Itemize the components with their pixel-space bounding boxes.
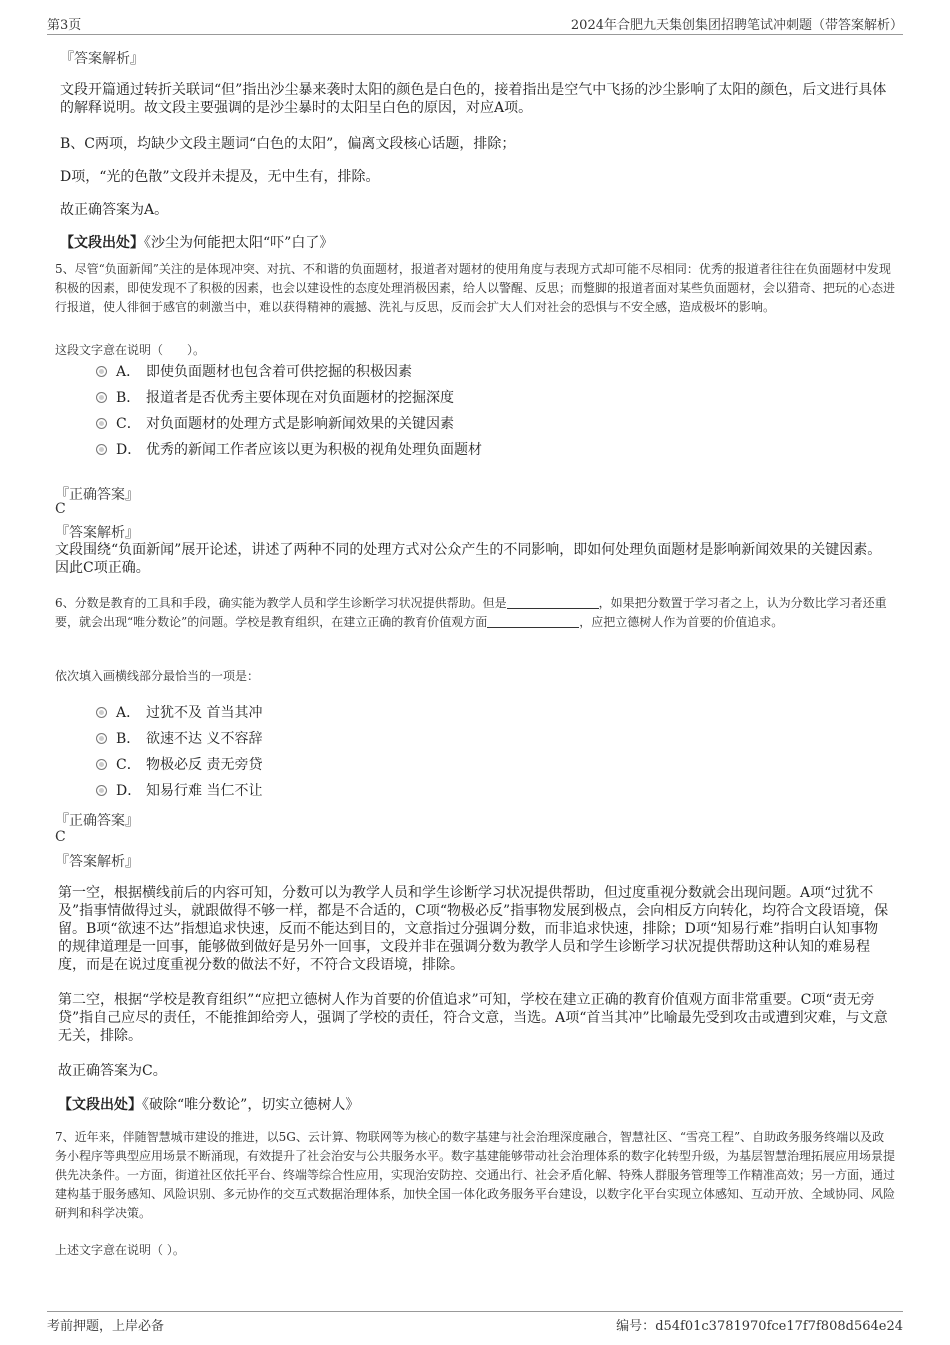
option-letter: C． bbox=[116, 757, 141, 773]
q5-option-c[interactable] bbox=[96, 414, 454, 434]
q6-analysis-p3: 故正确答案为C。 bbox=[58, 1063, 167, 1079]
q5-analysis: 文段围绕“负面新闻”展开论述，讲述了两种不同的处理方式对公众产生的不同影响，即如何处理负面题材是影响新闻效果的关键因素。因此C项正确。 bbox=[55, 542, 882, 576]
option-text: 对负面题材的处理方式是影响新闻效果的关键因素 bbox=[146, 416, 454, 432]
q4-source-label: 【文段出处】 bbox=[60, 235, 144, 251]
q4-analysis-label: 『答案解析』 bbox=[60, 51, 144, 67]
option-letter: D． bbox=[116, 442, 142, 458]
radio-icon[interactable] bbox=[96, 733, 107, 744]
radio-icon[interactable] bbox=[96, 392, 107, 403]
q6-option-d[interactable] bbox=[96, 781, 262, 801]
q5-prompt: 这段文字意在说明（ ）。 bbox=[55, 343, 206, 357]
option-letter: A． bbox=[116, 364, 141, 380]
q5-analysis-label: 『答案解析』 bbox=[55, 525, 139, 541]
radio-icon[interactable] bbox=[96, 785, 107, 796]
q5-option-d[interactable] bbox=[96, 440, 482, 460]
q4-source-text: 《沙尘为何能把太阳“吓”白了》 bbox=[144, 235, 334, 251]
q4-source bbox=[60, 234, 890, 252]
footer-code-value: d54f01c3781970fce17f7f808d564e24 bbox=[655, 1319, 903, 1334]
q4-analysis-p3: D项，“光的色散”文段并未提及，无中生有，排除。 bbox=[60, 169, 380, 185]
q6-stem-part1: 6、分数是教育的工具和手段，确实能为教学人员和学生诊断学习状况提供帮助。但是 bbox=[55, 596, 507, 610]
q7-stem: 7、近年来，伴随智慧城市建设的推进，以5G、云计算、物联网等为核心的数字基建与社会治理深度融合，智慧社区、“雪亮工程”、自助政务服务终端以及政务小程序等典型应用场景不断涌现，有效提升了社会治安与公共服务水平。数字基建能够带动社会治理体系的数字化转型升级，为基层智慧治理拓展应用场景提供先决条件。一方面，街道社区依托平台、终端等综合性应用，实现治安防控、交通出行、社会矛盾化解、特殊人群服务管理等工作精准高效；另一方面，通过建构基于服务感知、风险识别、多元协作的交互式数据治理体系，加快全国一体化政务服务平台建设，以数字化平台实现立体感知、互动开放、全域协同、风险研判和科学决策。 bbox=[55, 1130, 896, 1220]
page-footer bbox=[47, 1311, 903, 1335]
footer-code-label: 编号： bbox=[616, 1319, 656, 1334]
q6-stem-part2: ，如果把分数置于学习者之上，认为分数比学习者还重要，就会出现“唯分数论”的问题。学校是教育组织，在建立正确的教育价值观方面 bbox=[55, 596, 887, 629]
radio-icon[interactable] bbox=[96, 366, 107, 377]
option-text: 报道者是否优秀主要体现在对负面题材的挖掘深度 bbox=[146, 390, 454, 406]
option-letter: C． bbox=[116, 416, 141, 432]
page-number: 第3页 bbox=[47, 18, 82, 33]
option-text: 即使负面题材也包含着可供挖掘的积极因素 bbox=[146, 364, 412, 380]
q6-analysis-label: 『答案解析』 bbox=[55, 854, 139, 870]
q5-option-a[interactable] bbox=[96, 362, 412, 382]
q6-analysis-p1: 第一空，根据横线前后的内容可知，分数可以为教学人员和学生诊断学习状况提供帮助，但过度重视分数就会出现问题。A项“过犹不及”指事情做得过头，就跟做得不够一样，都是不合适的，C项“物极必反”指事物发展到极点，会向相反方向转化，均符合文段语境，保留。B项“欲速不达”指想追求快速，反而不能达到目的，文意指过分强调分数，而非追求快速，排除；D项“知易行难”指明白认知事物的规律道理是一回事，能够做到做好是另外一回事，文段并非在强调分数为教学人员和学生诊断学习状况提供帮助这种认知的难易程度，而是在说过度重视分数的做法不好，不符合文段语境，排除。 bbox=[58, 885, 889, 973]
q5-stem: 5、尽管“负面新闻”关注的是体现冲突、对抗、不和谐的负面题材，报道者对题材的使用角度与表现方式却可能不尽相同：优秀的报道者往往在负面题材中发现积极的因素，即使发现不了积极的因素，也会以建设性的态度处理消极因素，给人以警醒、反思；而蹩脚的报道者面对某些负面题材，会以猎奇、把玩的心态进行报道，使人徘徊于感官的刺激当中，难以获得精神的震撼、洗礼与反思，反而会扩大人们对社会的恐惧与不安全感，造成极坏的影响。 bbox=[55, 262, 896, 314]
radio-icon[interactable] bbox=[96, 418, 107, 429]
q6-prompt: 依次填入画横线部分最恰当的一项是： bbox=[55, 669, 260, 683]
fill-blank-1[interactable] bbox=[507, 596, 599, 609]
option-letter: B． bbox=[116, 731, 141, 747]
radio-icon[interactable] bbox=[96, 707, 107, 718]
q6-source-label: 【文段出处】 bbox=[58, 1097, 142, 1113]
q4-analysis-p2: B、C两项，均缺少文段主题词“白色的太阳”，偏离文段核心话题，排除； bbox=[60, 136, 516, 152]
option-letter: B． bbox=[116, 390, 141, 406]
option-text: 物极必反 责无旁贷 bbox=[146, 757, 263, 773]
option-text: 过犹不及 首当其冲 bbox=[146, 705, 263, 721]
option-text: 优秀的新闻工作者应该以更为积极的视角处理负面题材 bbox=[146, 442, 482, 458]
q5-answer: C bbox=[55, 501, 66, 517]
option-letter: A． bbox=[116, 705, 141, 721]
page-header bbox=[47, 14, 903, 35]
document-title: 2024年合肥九天集创集团招聘笔试冲刺题（带答案解析） bbox=[570, 18, 903, 33]
q6-source-text: 《破除“唯分数论”，切实立德树人》 bbox=[142, 1097, 360, 1113]
option-text: 知易行难 当仁不让 bbox=[146, 783, 263, 799]
q6-option-a[interactable] bbox=[96, 703, 262, 723]
footer-code bbox=[616, 1315, 903, 1334]
q6-answer: C bbox=[55, 829, 66, 845]
q5-answer-label: 『正确答案』 bbox=[55, 487, 139, 503]
footer-slogan: 考前押题，上岸必备 bbox=[47, 1319, 165, 1334]
radio-icon[interactable] bbox=[96, 759, 107, 770]
q6-source bbox=[58, 1096, 890, 1114]
option-letter: D． bbox=[116, 783, 142, 799]
q4-analysis-p4: 故正确答案为A。 bbox=[60, 202, 169, 218]
q5-option-b[interactable] bbox=[96, 388, 454, 408]
q6-option-c[interactable] bbox=[96, 755, 262, 775]
q6-stem bbox=[55, 594, 895, 632]
q6-stem-part3: ，应把立德树人作为首要的价值追求。 bbox=[579, 615, 784, 629]
radio-icon[interactable] bbox=[96, 444, 107, 455]
q6-option-b[interactable] bbox=[96, 729, 262, 749]
q7-prompt: 上述文字意在说明（ ）。 bbox=[55, 1243, 185, 1257]
q6-answer-label: 『正确答案』 bbox=[55, 813, 139, 829]
q6-analysis-p2: 第二空，根据“学校是教育组织”“应把立德树人作为首要的价值追求”可知，学校在建立正确的教育价值观方面非常重要。C项“责无旁贷”指自己应尽的责任，不能推卸给旁人，强调了学校的责任，符合文意，当选。A项“首当其冲”比喻最先受到攻击或遭到灾难，与文意无关，排除。 bbox=[58, 992, 888, 1044]
q4-analysis-p1: 文段开篇通过转折关联词“但”指出沙尘暴来袭时太阳的颜色是白色的，接着指出是空气中飞扬的沙尘影响了太阳的颜色，后文进行具体的解释说明。故文段主要强调的是沙尘暴时的太阳呈白色的原因，对应A项。 bbox=[60, 82, 887, 116]
fill-blank-2[interactable] bbox=[487, 615, 579, 628]
option-text: 欲速不达 义不容辞 bbox=[146, 731, 263, 747]
